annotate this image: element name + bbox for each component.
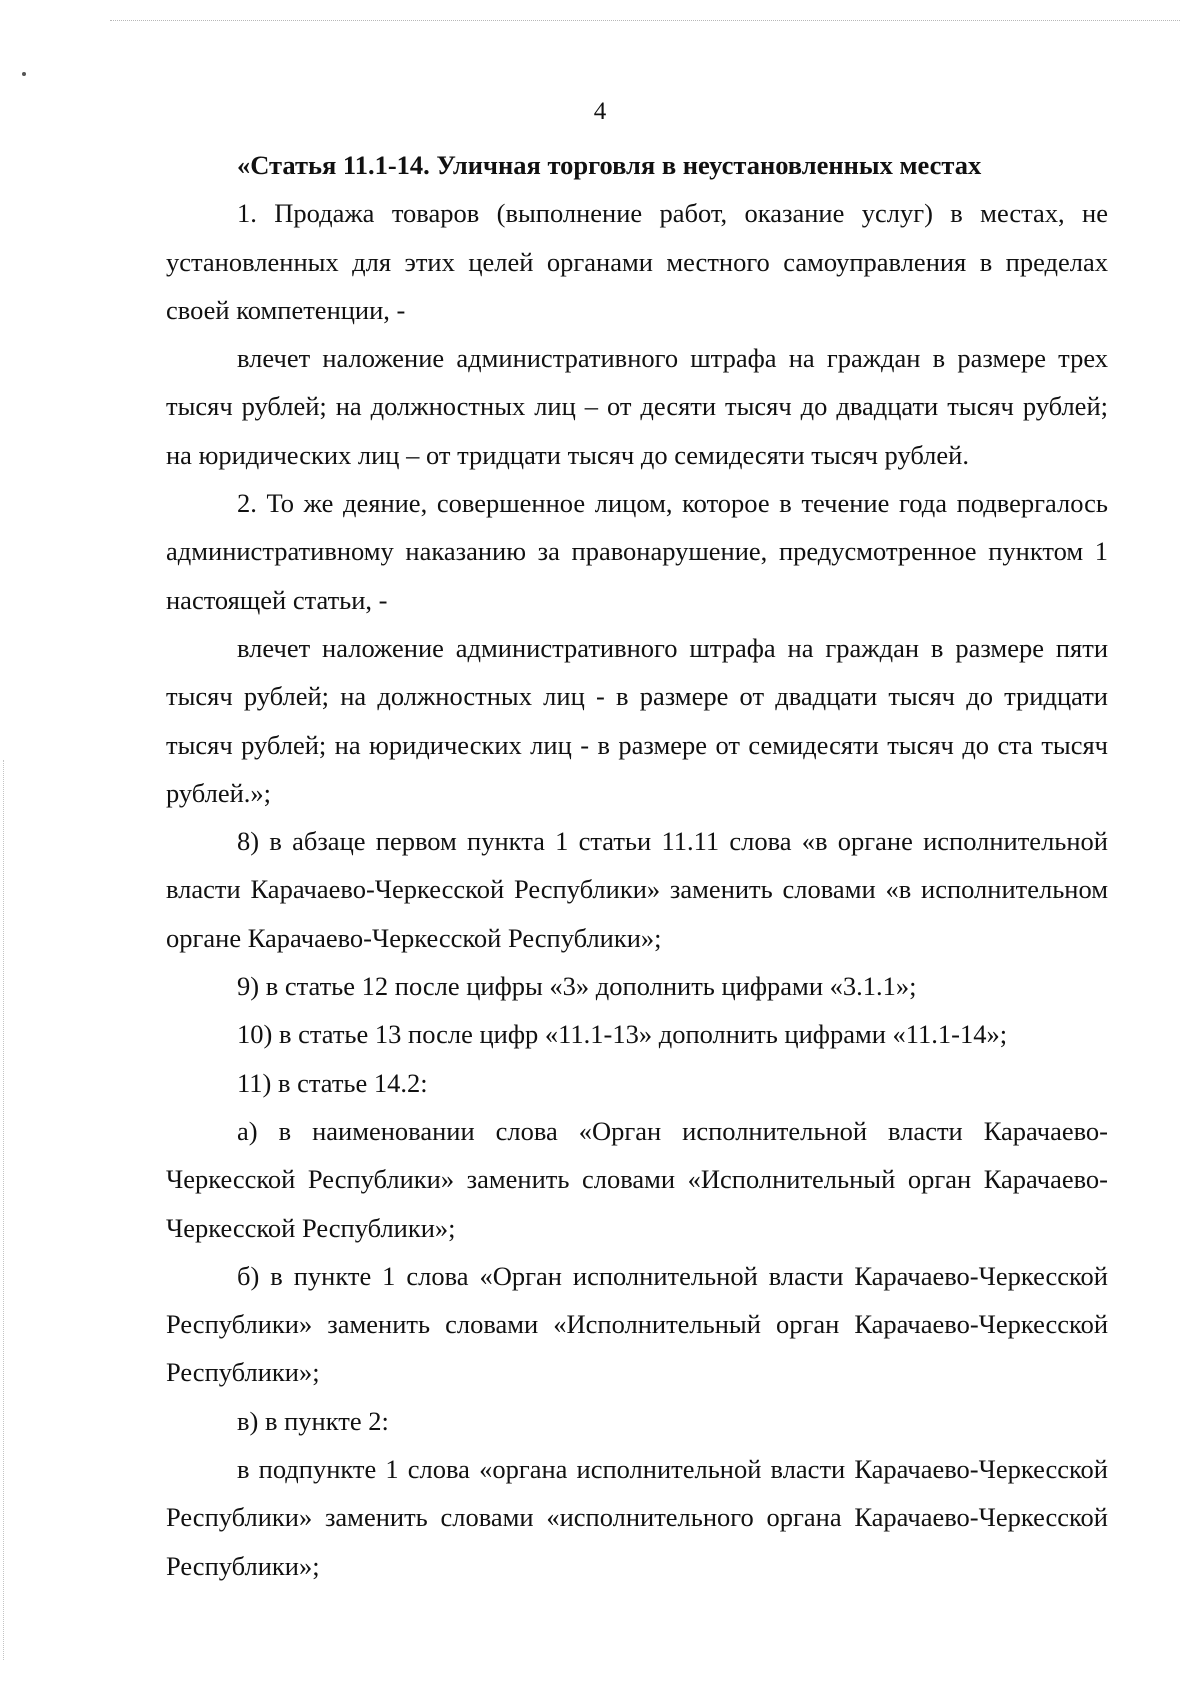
paragraph-12: в подпункте 1 слова «органа исполнительной власти Карачаево-Черкесской Республики» заменить словами «исполнительного органа Карачаево-Черкесской Республики»; bbox=[166, 1454, 1108, 1581]
scan-artifact-dot bbox=[22, 72, 26, 76]
page-number: 4 bbox=[593, 98, 607, 125]
paragraph-9: а) в наименовании слова «Орган исполнительной власти Карачаево-Черкесской Республики» заменить словами «Исполнительный орган Карачаево-Черкесской Республики»; bbox=[166, 1115, 1108, 1243]
paragraph-3: 2. То же деяние, совершенное лицом, которое в течение года подвергалось административному наказанию за правонарушение, предусмотренное пунктом 1 настоящей статьи, - bbox=[166, 488, 1108, 615]
paragraph-10: б) в пункте 1 слова «Орган исполнительной власти Карачаево-Черкесской Республики» заменить словами «Исполнительный орган Карачаево-Черкесской Республики»; bbox=[166, 1260, 1108, 1388]
scan-artifact-left-line bbox=[3, 760, 4, 1660]
paragraph-7: 10) в статье 13 после цифр «11.1-13» дополнить цифрами «11.1-14»; bbox=[237, 1019, 1008, 1050]
paragraph-1: 1. Продажа товаров (выполнение работ, оказание услуг) в местах, не установленных для этих целей органами местного самоуправления в пределах своей компетенции, - bbox=[166, 198, 1108, 325]
scan-artifact-top-line bbox=[110, 20, 1180, 21]
article-heading: «Статья 11.1-14. Уличная торговля в неустановленных местах bbox=[237, 150, 982, 180]
paragraph-5: 8) в абзаце первом пункта 1 статьи 11.11 слова «в органе исполнительной власти Карачаево-Черкесской Республики» заменить словами «в исполнительном органе Карачаево-Черкесской Республики»; bbox=[166, 826, 1108, 953]
paragraph-8: 11) в статье 14.2: bbox=[237, 1067, 428, 1098]
paragraph-4: влечет наложение административного штрафа на граждан в размере пяти тысяч рублей; на должностных лиц - в размере от двадцати тысяч до тридцати тысяч рублей; на юридических лиц - в размере от семидесяти тысяч до ста тысяч рублей.»; bbox=[166, 632, 1108, 808]
document-body bbox=[166, 141, 1108, 1590]
paragraph-11: в) в пункте 2: bbox=[237, 1405, 389, 1436]
paragraph-6: 9) в статье 12 после цифры «3» дополнить цифрами «3.1.1»; bbox=[237, 971, 917, 1002]
paragraph-2: влечет наложение административного штрафа на граждан в размере трех тысяч рублей; на должностных лиц – от десяти тысяч до двадцати тысяч рублей; на юридических лиц – от тридцати тысяч до семидесяти тысяч рублей. bbox=[166, 343, 1108, 470]
